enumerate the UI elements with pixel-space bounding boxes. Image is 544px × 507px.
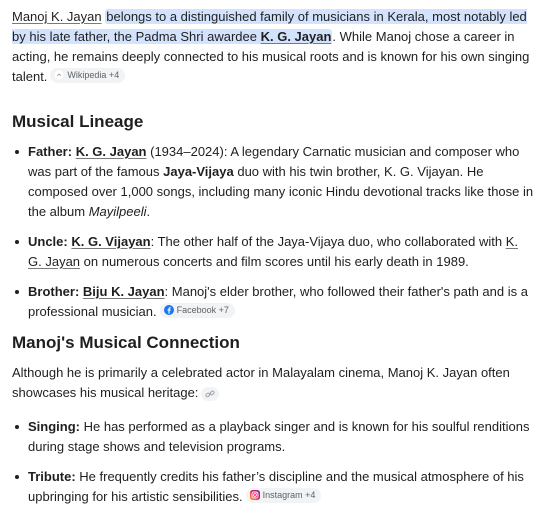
father-link[interactable]: K. G. Jayan <box>260 29 332 44</box>
intro-paragraph: Manoj K. Jayan belongs to a distinguished family of musicians in Kerala, most notably led by his late father, the Padma Shri awardee K. G. Jayan. While Manoj chose a career in acting, he remains deeply connected to his musical roots and is known for his own singing talent. Wikipedia +4 <box>12 9 530 84</box>
connection-intro: Although he is primarily a celebrated actor in Malayalam cinema, Manoj K. Jayan often showcases his musical heritage: <box>12 365 510 400</box>
source-link-chip[interactable] <box>201 387 219 401</box>
list-item-tribute: Tribute: He frequently credits his father’s discipline and the musical atmosphere of his upbringing for his artistic sensibilities. Instagram +4 <box>12 467 534 507</box>
instagram-icon <box>250 490 260 500</box>
person-link[interactable]: Biju K. Jayan <box>82 284 165 299</box>
person-link[interactable]: K. G. Jayan <box>75 144 147 159</box>
highlighted-claim: belongs to a distinguished family of musicians in Kerala, most notably led by his late father, the Padma Shri awardee K. G. Jayan <box>12 9 527 44</box>
source-chip-facebook[interactable]: Facebook +7 <box>160 303 235 318</box>
source-chip-wikipedia[interactable]: Wikipedia +4 <box>50 68 125 83</box>
heading-musical-connection: Manoj's Musical Connection <box>12 333 240 352</box>
heading-musical-lineage: Musical Lineage <box>12 112 144 131</box>
person-link[interactable]: K. G. Vijayan <box>71 234 151 249</box>
list-item-brother: Brother: Biju K. Jayan: Manoj's elder brother, who followed their father's path and is a professional musician. Facebook +7 <box>12 282 534 322</box>
lineage-list <box>12 142 534 322</box>
subject-link[interactable]: Manoj K. Jayan <box>12 9 102 24</box>
list-item-father: Father: K. G. Jayan (1934–2024): A legendary Carnatic musician and composer who was part of the famous Jaya-Vijaya duo with his twin brother, K. G. Vijayan. He composed over 1,000 songs, including many iconic Hindu devotional tracks like those in the album Mayilpeeli. <box>12 142 534 222</box>
connection-list <box>12 417 534 507</box>
person-link[interactable]: K. G. Jayan <box>28 234 518 269</box>
source-chip-instagram[interactable]: Instagram +4 <box>246 488 322 503</box>
link-icon <box>205 390 215 398</box>
list-item-uncle: Uncle: K. G. Vijayan: The other half of the Jaya-Vijaya duo, who collaborated with K. G. Jayan on numerous concerts and film scores until his early death in 1989. <box>12 232 534 272</box>
facebook-icon <box>164 305 174 315</box>
list-item-singing: Singing: He has performed as a playback singer and is known for his soulful renditions during stage shows and television programs. <box>12 417 534 457</box>
link-icon <box>54 70 64 80</box>
